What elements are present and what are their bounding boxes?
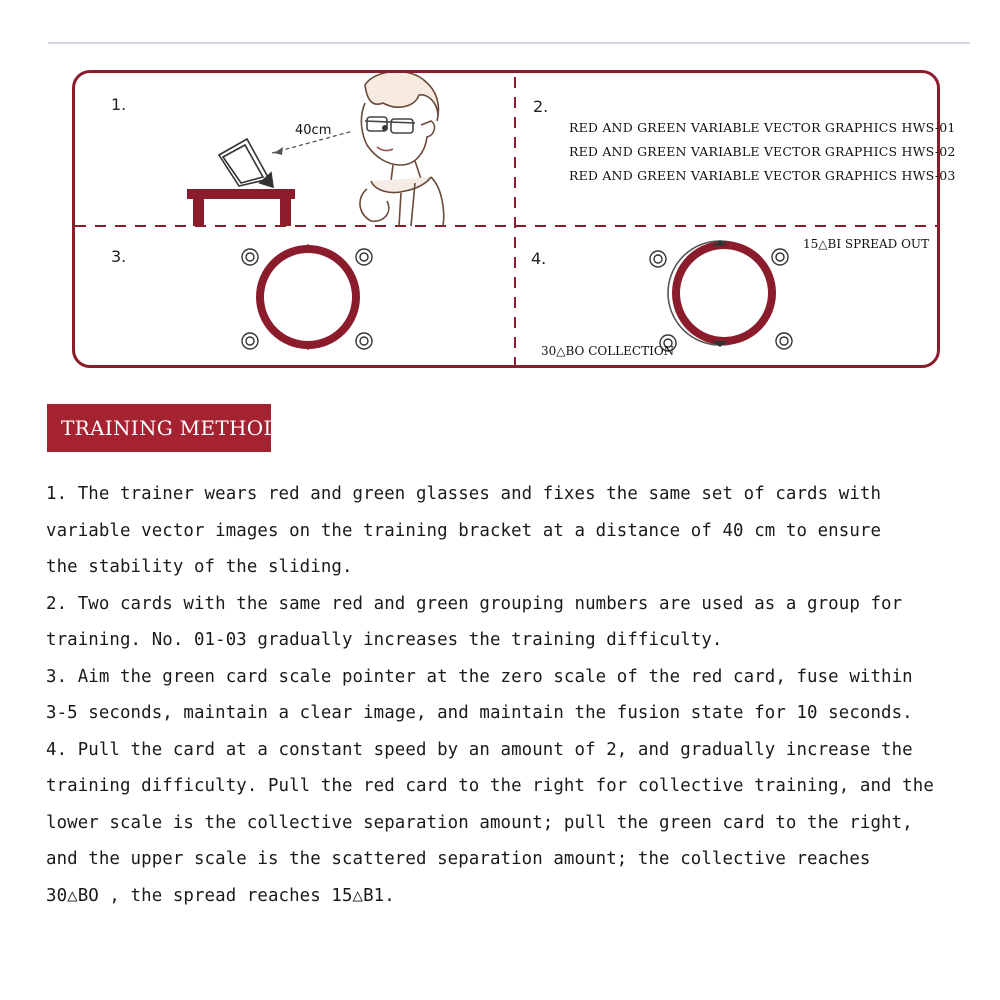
step-2-number: 2. bbox=[533, 97, 549, 116]
instruction-line: the stability of the sliding. bbox=[46, 557, 353, 577]
instruction-line: training. No. 01-03 gradually increases the training difficulty. bbox=[46, 630, 723, 650]
ring-diagram-step4 bbox=[650, 240, 792, 351]
instruction-line: 4. Pull the card at a constant speed by an amount of 2, and gradually increase the bbox=[46, 739, 913, 760]
instruction-line: variable vector images on the training bracket at a distance of 40 cm to ensure bbox=[46, 520, 882, 541]
top-divider bbox=[48, 42, 970, 44]
hws-line-3: RED AND GREEN VARIABLE VECTOR GRAPHICS HWS-03 bbox=[569, 168, 956, 183]
card-on-stand-illustration bbox=[219, 139, 273, 187]
instruction-line: 30△BO , the spread reaches 15△B1. bbox=[46, 885, 395, 906]
step-4-number: 4. bbox=[531, 249, 547, 268]
instruction-line: training difficulty. Pull the red card to the right for collective training, and the bbox=[46, 776, 934, 796]
distance-label: 40cm bbox=[295, 123, 332, 138]
ring-diagram-step3 bbox=[242, 244, 372, 350]
step-3-number: 3. bbox=[111, 247, 127, 266]
hws-line-2: RED AND GREEN VARIABLE VECTOR GRAPHICS HWS-02 bbox=[569, 144, 956, 159]
instruction-line: 3-5 seconds, maintain a clear image, and maintain the fusion state for 10 seconds. bbox=[46, 703, 913, 723]
spread-out-label: 15△BI SPREAD OUT bbox=[803, 237, 930, 251]
instructions-text bbox=[46, 476, 976, 914]
collection-label: 30△BO COLLECTION bbox=[541, 344, 675, 358]
step-1-number: 1. bbox=[111, 95, 127, 114]
table-illustration bbox=[187, 189, 295, 226]
hws-line-1: RED AND GREEN VARIABLE VECTOR GRAPHICS HWS-01 bbox=[569, 120, 956, 135]
instruction-line: 3. Aim the green card scale pointer at the zero scale of the red card, fuse within bbox=[46, 666, 913, 687]
instruction-line: lower scale is the collective separation amount; pull the green card to the right, bbox=[46, 812, 913, 833]
instruction-line: 1. The trainer wears red and green glasses and fixes the same set of cards with bbox=[46, 484, 882, 504]
diagram-artwork bbox=[75, 73, 943, 371]
instruction-diagram-panel bbox=[72, 70, 956, 368]
training-method-heading: TRAINING METHOD bbox=[47, 404, 271, 452]
instruction-line: 2. Two cards with the same red and green grouping numbers are used as a group for bbox=[46, 593, 903, 614]
instruction-line: and the upper scale is the scattered separation amount; the collective reaches bbox=[46, 849, 871, 869]
boy-illustration bbox=[360, 73, 444, 226]
